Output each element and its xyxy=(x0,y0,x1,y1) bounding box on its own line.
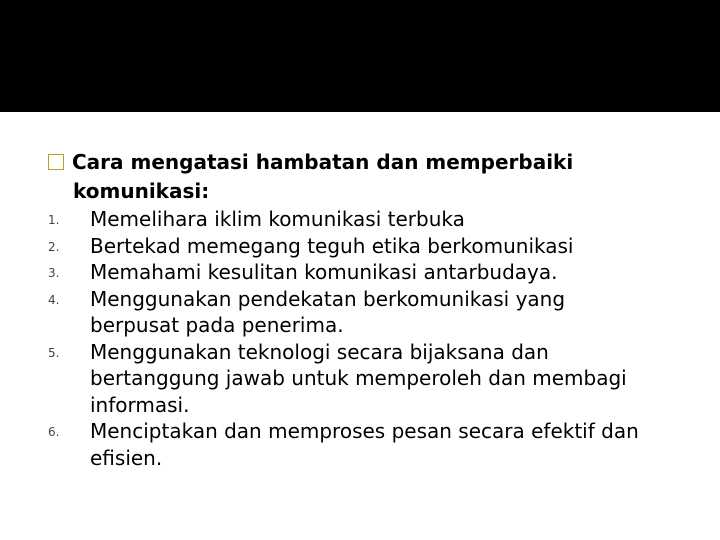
numbered-list xyxy=(48,206,688,471)
square-bullet-icon xyxy=(48,154,64,170)
list-item xyxy=(48,286,650,339)
list-item-text: Menggunakan pendekatan berkomunikasi yang berpusat pada penerima. xyxy=(90,286,566,337)
list-item xyxy=(48,233,650,260)
slide-content xyxy=(0,112,720,540)
list-item-text: Memelihara iklim komunikasi terbuka xyxy=(90,207,465,231)
title-band xyxy=(0,0,720,112)
list-item xyxy=(48,339,650,419)
list-number: 2. xyxy=(48,239,60,254)
heading-continuation: komunikasi: xyxy=(73,179,210,203)
list-number: 6. xyxy=(48,425,60,439)
heading-text: Cara mengatasi hambatan dan memperbaiki xyxy=(72,150,574,174)
list-number: 5. xyxy=(48,345,60,360)
list-item-text: Menggunakan teknologi secara bijaksana dan bertanggung jawab untuk memperoleh dan membagi informasi. xyxy=(90,339,627,417)
list-item-text: Memahami kesulitan komunikasi antarbudaya. xyxy=(90,260,558,284)
slide-heading xyxy=(48,148,688,206)
list-item-text: Menciptakan dan memproses pesan secara efektif dan efisien. xyxy=(90,419,639,470)
list-item xyxy=(48,259,650,286)
list-number: 3. xyxy=(48,266,60,280)
list-number: 1. xyxy=(48,213,60,227)
list-number: 4. xyxy=(48,292,60,307)
list-item xyxy=(48,418,650,471)
list-item xyxy=(48,206,650,233)
list-item-text: Bertekad memegang teguh etika berkomunikasi xyxy=(90,233,574,258)
